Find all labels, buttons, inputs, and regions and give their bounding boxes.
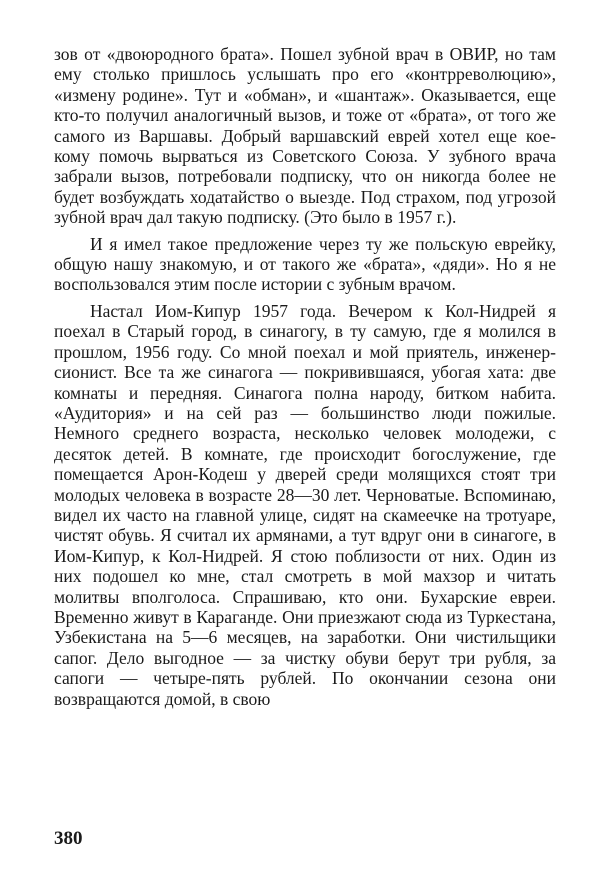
paragraph-1: зов от «двоюродного брата». Пошел зубной врач в ОВИР, но там ему столько пришлось услышать про его «контрреволюцию», «измену родине». Тут и «обман», и «шантаж». Оказывается, еще кто-то получил аналогичный вызов, и тоже от «брата», от того же самого из Варшавы. Добрый варшавский еврей хотел еще кое-кому помочь вырваться из Советского Союза. У зубного врача забрали вызов, потребовали подписку, что он никогда более не будет возбуждать ходатайство о выезде. Под страхом, под угрозой зубной врач дал такую подписку. (Это было в 1957 г.). [54, 44, 556, 228]
page-number: 380 [54, 828, 83, 849]
paragraph-3: Настал Иом-Кипур 1957 года. Вечером к Кол-Нидрей я поехал в Старый город, в синагогу, в ту самую, где я молился в прошлом, 1956 году. Со мной поехал и мой приятель, инженер-сионист. Все та же синагога — покривившаяся, убогая хата: две комнаты и передняя. Синагога полна народу, битком набита. «Аудитория» и на сей раз — большинство люди пожилые. Немного среднего возраста, несколько человек молодежи, с десяток детей. В комнате, где происходит богослужение, где помещается Арон-Кодеш у дверей среди молящихся стоят три молодых человека в возрасте 28—30 лет. Черноватые. Вспоминаю, видел их часто на главной улице, сидят на скамеечке на тротуаре, чистят обувь. Я считал их армянами, а тут вдруг они в синагоге, в Иом-Кипур, к Кол-Нидрей. Я стою поблизости от них. Один из них подошел ко мне, стал смотреть в мой махзор и читать молитвы вполголоса. Спрашиваю, кто они. Бухарские евреи. Временно живут в Караганде. Они приезжают сюда из Туркестана, Узбекистана на 5—6 месяцев, на заработки. Они чистильщики сапог. Дело выгодное — за чистку обуви берут три рубля, за сапоги — четыре-пять рублей. По окончании сезона они возвращаются домой, в свою [54, 300, 556, 709]
paragraph-2: И я имел такое предложение через ту же польскую еврейку, общую нашу знакомую, и от такого же «брата», «дяди». Но я не воспользовался этим после истории с зубным врачом. [54, 233, 556, 295]
page-body [54, 44, 556, 709]
